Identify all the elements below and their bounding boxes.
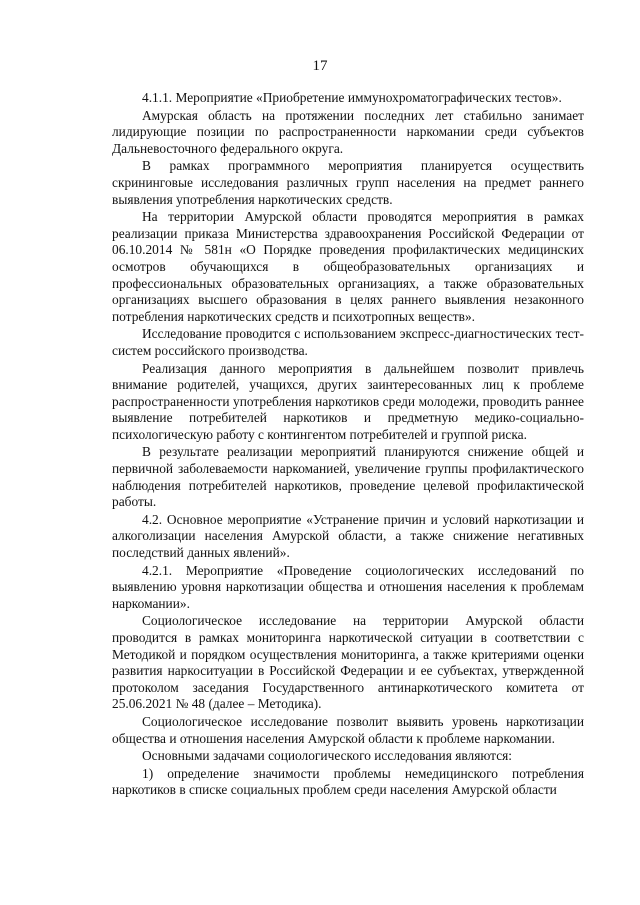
- paragraph-tasks-intro: Основными задачами социологического исследования являются:: [142, 748, 513, 764]
- paragraph-test-systems: Исследование проводится с использованием экспресс-диагностических тест-систем российского производства.: [112, 326, 584, 358]
- document-body: [112, 90, 584, 800]
- paragraph-4-1-1-heading: 4.1.1. Мероприятие «Приобретение иммунохроматографических тестов».: [142, 90, 562, 105]
- page-number: 17: [312, 58, 328, 74]
- paragraph-sociological-monitoring: Социологическое исследование на территории Амурской области проводится в рамках мониторинга наркотической ситуации в соответствии с Методикой и порядком осуществления мониторинга, а также критериями оценки развития наркоситуации в Российской Федерации и ее субъектах, утвержденной протоколом заседания Государственного антинаркотического комитета от 25.06.2021 № 48 (далее – Методика).: [112, 613, 584, 712]
- paragraph-implementation-benefits: Реализация данного мероприятия в дальнейшем позволит привлечь внимание родителей, учащихся, других заинтересованных лиц к проблеме распространенности употребления наркотиков среди молодежи, проводить раннее выявление потребителей наркотиков и предметную медико-социально-психологическую работу с контингентом потребителей и группой риска.: [112, 360, 584, 442]
- paragraph-sociological-purpose: Социологическое исследование позволит выявить уровень наркотизации общества и отношения населения Амурской области к проблеме наркомании.: [112, 713, 584, 746]
- paragraph-4-2-heading: 4.2. Основное мероприятие «Устранение причин и условий наркотизации и алкоголизации населения Амурской области, а также снижение негативных последствий данных явлений».: [112, 511, 584, 561]
- paragraph-task-1: 1) определение значимости проблемы немедицинского потребления наркотиков в списке социальных проблем среди населения Амурской области: [112, 765, 584, 798]
- paragraph-4-2-1-heading: 4.2.1. Мероприятие «Проведение социологических исследований по выявлению уровня наркотизации общества и отношения населения к проблемам наркомании».: [112, 562, 584, 611]
- paragraph-screening-plan: В рамках программного мероприятия планируется осуществить скрининговые исследования различных групп населения на предмет раннего выявления употребления наркотических средств.: [112, 158, 584, 207]
- paragraph-region-position: Амурская область на протяжении последних лет стабильно занимает лидирующие позиции по распространенности наркомании среди субъектов Дальневосточного федерального округа.: [112, 107, 584, 156]
- paragraph-ministry-order: На территории Амурской области проводятся мероприятия в рамках реализации приказа Министерства здравоохранения Российской Федерации от 06.10.2014 № 581н «О Порядке проведения профилактических медицинских осмотров обучающихся в общеобразовательных организациях и профессиональных образовательных организациях, а также образовательных организациях высшего образования в целях раннего выявления незаконного потребления наркотических средств и психотропных веществ».: [112, 209, 584, 324]
- paragraph-expected-results: В результате реализации мероприятий планируются снижение общей и первичной заболеваемости наркоманией, увеличение группы профилактического наблюдения потребителей наркотиков, проведение целевой профилактической работы.: [112, 444, 584, 510]
